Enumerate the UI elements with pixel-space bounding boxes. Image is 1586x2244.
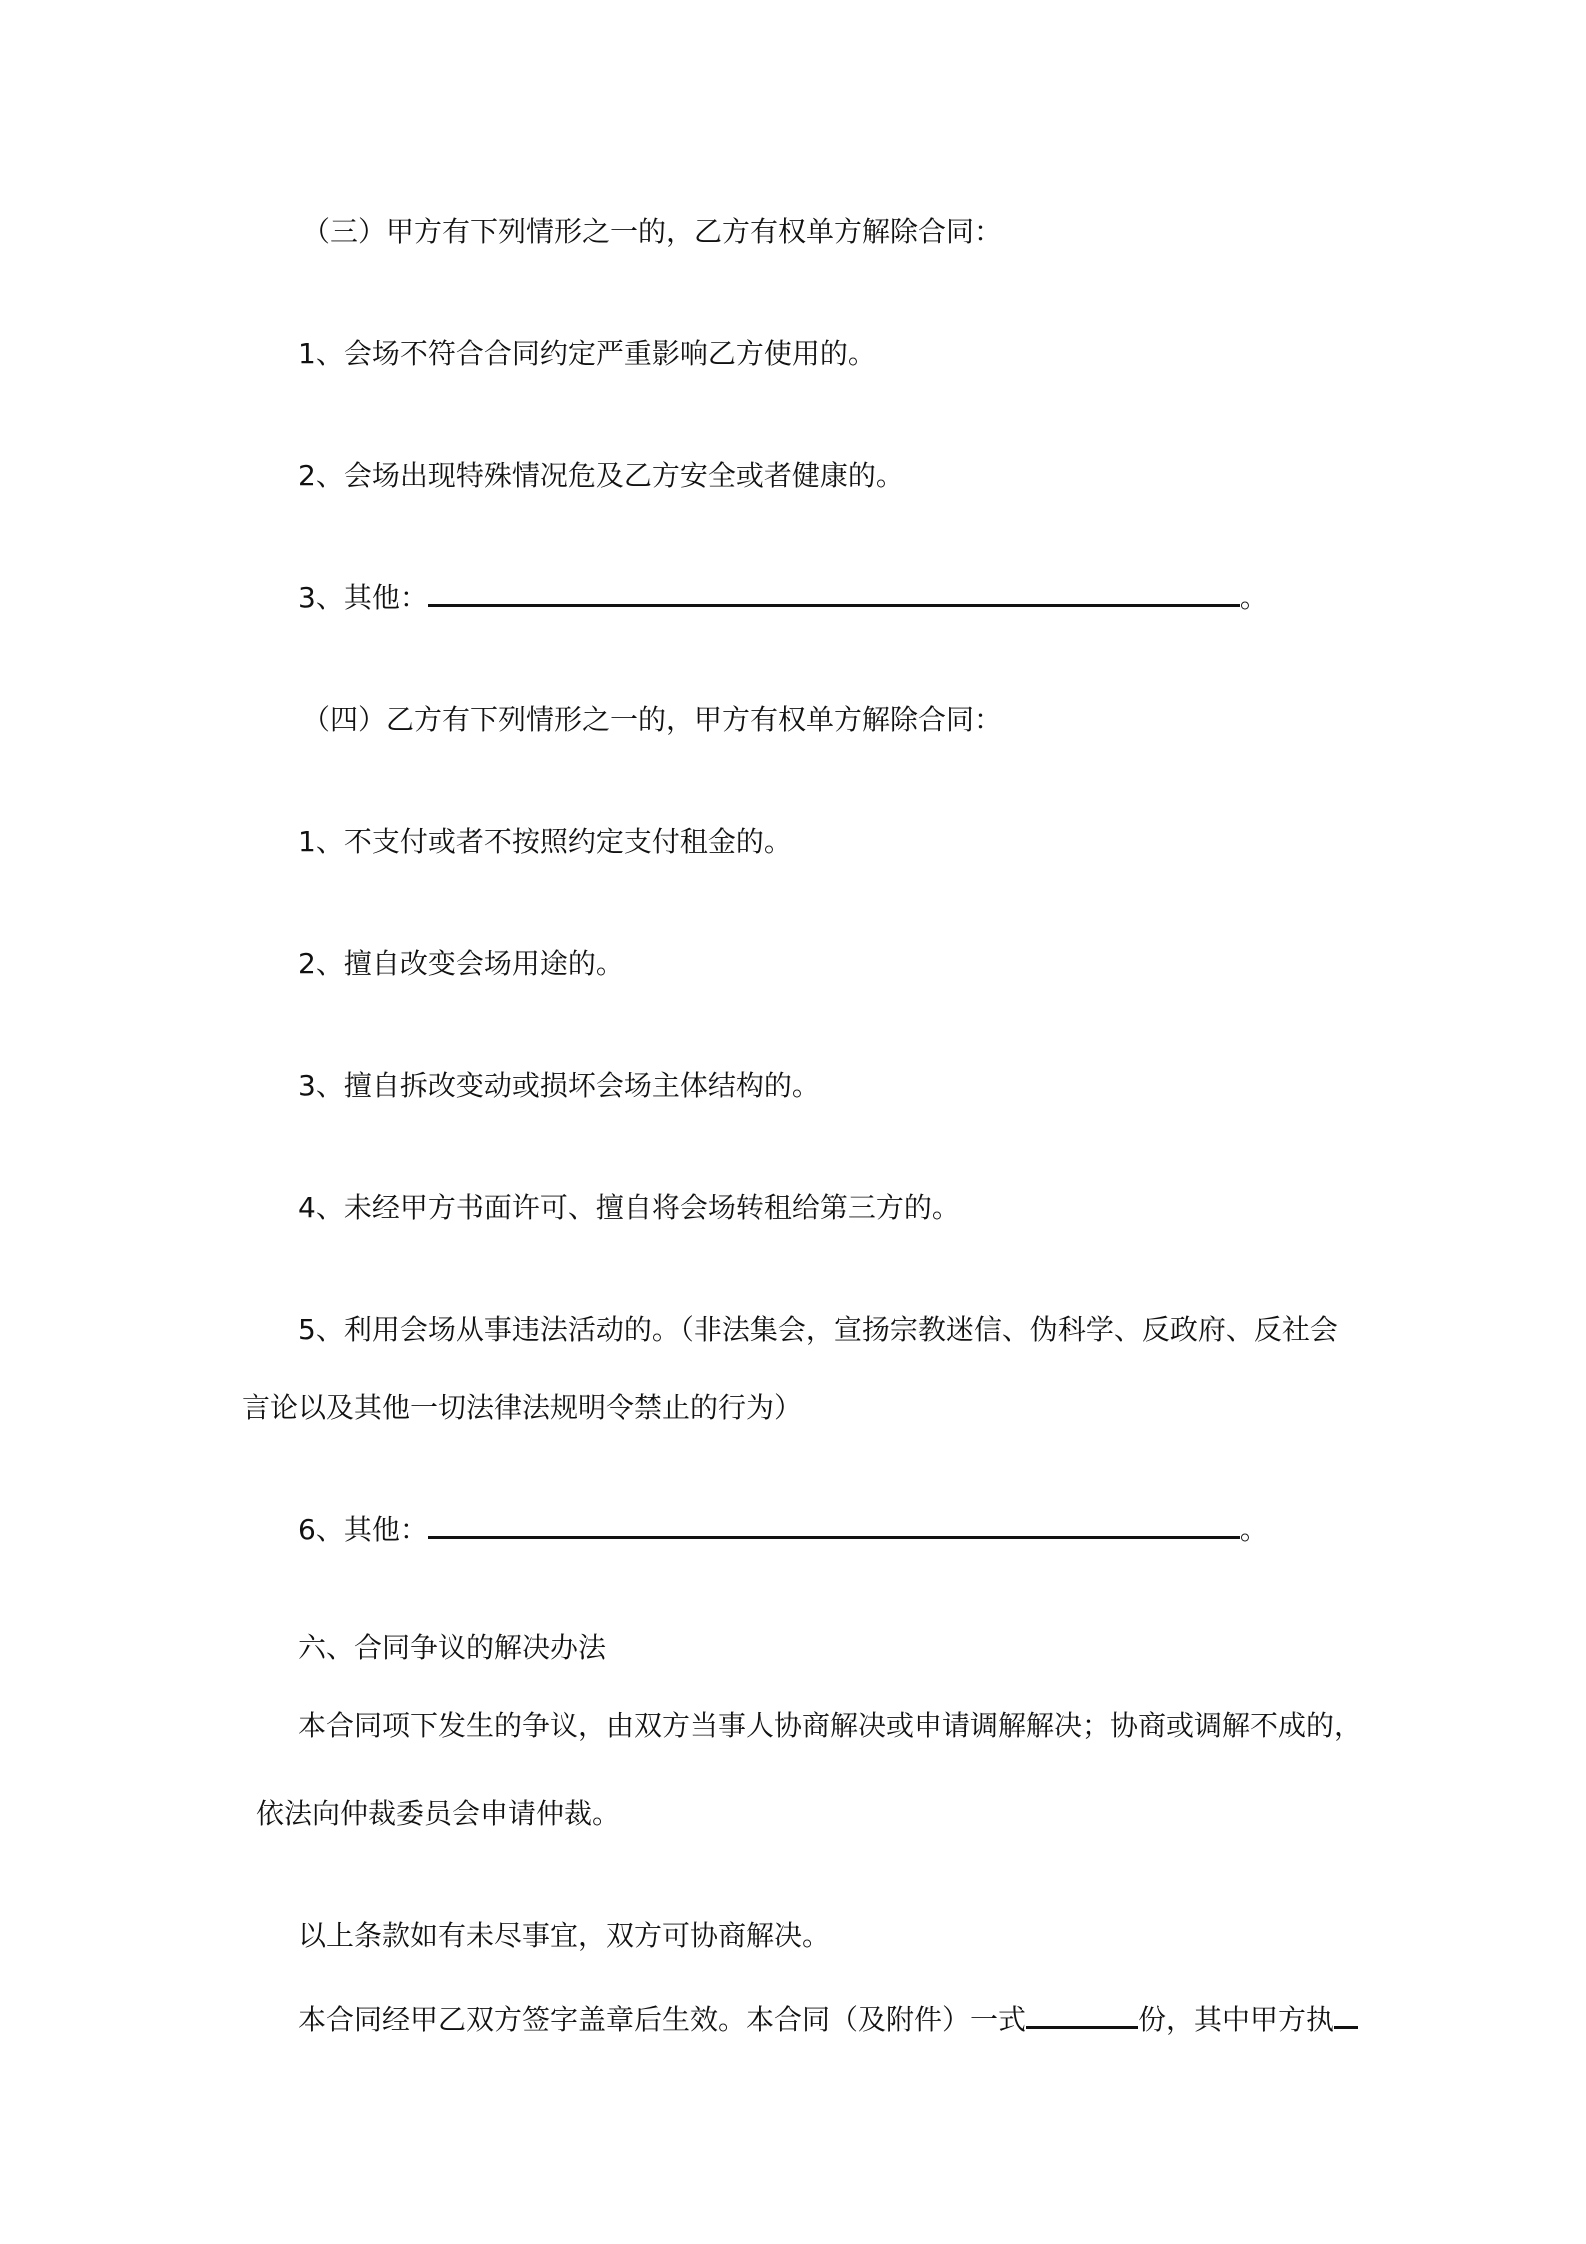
period: 。 <box>1239 1513 1268 1546</box>
clause-4-item-3: 3、擅自拆改变动或损坏会场主体结构的。 <box>298 1069 820 1102</box>
effectiveness-paragraph <box>298 2000 1358 2040</box>
clause-4-item-6 <box>298 1510 1268 1550</box>
clause-4-heading: （四）乙方有下列情形之一的，甲方有权单方解除合同： <box>302 703 1003 736</box>
copies-blank <box>1026 2002 1138 2029</box>
clause-3-item-2: 2、会场出现特殊情况危及乙方安全或者健康的。 <box>298 459 904 492</box>
fill-in-blank <box>428 580 1240 607</box>
effectiveness-text: 本合同经甲乙双方签字盖章后生效。本合同（及附件）一式 <box>298 2003 1027 2036</box>
clause-3-item-3-label: 3、其他： <box>298 581 428 614</box>
party-a-copies-blank <box>1334 2002 1358 2029</box>
effectiveness-text-continued: 份，其中甲方执 <box>1138 2003 1335 2036</box>
clause-4-item-4: 4、未经甲方书面许可、擅自将会场转租给第三方的。 <box>298 1191 960 1224</box>
fill-in-blank <box>428 1512 1240 1539</box>
clause-4-item-1: 1、不支付或者不按照约定支付租金的。 <box>298 825 792 858</box>
dispute-paragraph: 本合同项下发生的争议，由双方当事人协商解决或申请调解解决；协商或调解不成的， <box>298 1709 1363 1742</box>
clause-3-item-3 <box>298 578 1268 618</box>
clause-4-item-5-continued: 言论以及其他一切法律法规明令禁止的行为） <box>242 1391 803 1424</box>
clause-4-item-5: 5、利用会场从事违法活动的。（非法集会，宣扬宗教迷信、伪科学、反政府、反社会 <box>298 1313 1338 1346</box>
period: 。 <box>1239 581 1268 614</box>
section-6-heading: 六、合同争议的解决办法 <box>298 1631 607 1664</box>
dispute-paragraph-continued: 依法向仲裁委员会申请仲裁。 <box>256 1797 621 1830</box>
remaining-matters-paragraph: 以上条款如有未尽事宜，双方可协商解决。 <box>298 1919 831 1952</box>
clause-3-heading: （三）甲方有下列情形之一的，乙方有权单方解除合同： <box>302 215 1003 248</box>
clause-3-item-1: 1、会场不符合合同约定严重影响乙方使用的。 <box>298 337 876 370</box>
clause-4-item-6-label: 6、其他： <box>298 1513 428 1546</box>
clause-4-item-2: 2、擅自改变会场用途的。 <box>298 947 624 980</box>
